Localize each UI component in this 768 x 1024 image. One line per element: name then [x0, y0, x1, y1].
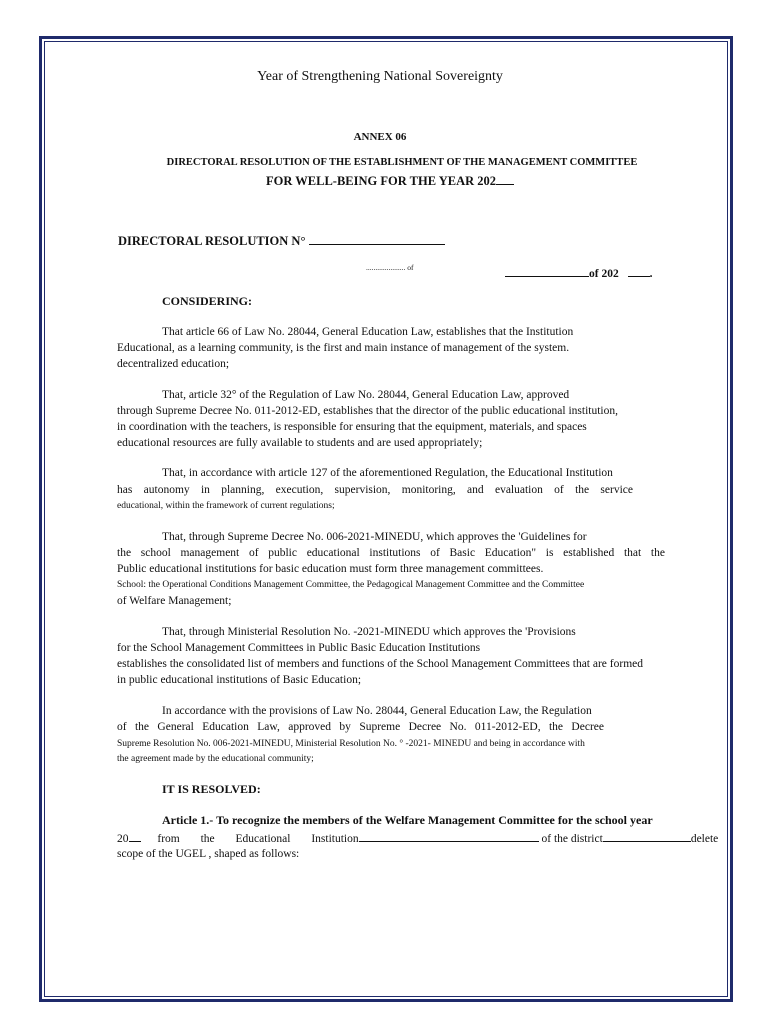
considering-paragraph-3: That, in accordance with article 127 of the aforementioned Regulation, the Educational Institution [162, 467, 613, 479]
considering-paragraph-6-line: Supreme Resolution No. 006-2021-MINEDU, Ministerial Resolution No. ° -2021- MINEDU and being in accordance with [117, 739, 585, 749]
document-title-line2: FOR WELL-BEING FOR THE YEAR 202 [0, 172, 768, 189]
considering-paragraph-2-line: in coordination with the teachers, is responsible for ensuring that the equipment, materials, and spaces [117, 421, 587, 433]
considering-paragraph-5-line: establishes the consolidated list of members and functions of the School Management Committees that are formed [117, 658, 643, 670]
considering-paragraph-4-line: School: the Operational Conditions Management Committee, the Pedagogical Management Committee and the Committee [117, 580, 585, 590]
resolution-date: of 202 . [505, 264, 652, 280]
considering-paragraph-5: That, through Ministerial Resolution No. -2021-MINEDU which approves the 'Provisions [162, 626, 576, 638]
considering-paragraph-3-line: educational, within the framework of current regulations; [117, 501, 335, 511]
considering-paragraph-4: That, through Supreme Decree No. 006-2021-MINEDU, which approves the 'Guidelines for [162, 531, 587, 543]
considering-paragraph-2-line: educational resources are fully available to students and are used appropriately; [117, 437, 483, 449]
considering-paragraph-4-line: the school management of public educational institutions of Basic Education" is established that the [117, 547, 665, 559]
resolution-number-blank[interactable] [309, 232, 445, 245]
considering-paragraph-3-line: has autonomy in planning, execution, supervision, monitoring, and evaluation of the service [117, 484, 633, 496]
considering-paragraph-1-line: Educational, as a learning community, is the first and main instance of management of the system. [117, 342, 570, 354]
school-year-blank[interactable] [129, 829, 141, 842]
considering-paragraph-6: In accordance with the provisions of Law No. 28044, General Education Law, the Regulation [162, 705, 592, 717]
date-day-blank[interactable] [505, 264, 589, 277]
date-year-blank[interactable] [628, 264, 650, 277]
article-1-line3: scope of the UGEL , shaped as follows: [117, 848, 300, 860]
considering-paragraph-5-line: in public educational institutions of Basic Education; [117, 674, 362, 686]
considering-paragraph-4-line: Public educational institutions for basic education must form three management committees. [117, 563, 544, 575]
annex-number: ANNEX 06 [353, 131, 407, 143]
considering-paragraph-5-line: for the School Management Committees in Public Basic Education Institutions [117, 642, 481, 654]
institution-name-blank[interactable] [359, 829, 539, 842]
article-1-title: Article 1.- To recognize the members of the Welfare Management Committee for the school year [162, 813, 653, 827]
considering-paragraph-1-line: decentralized education; [117, 358, 230, 370]
considering-paragraph-1: That article 66 of Law No. 28044, General Education Law, establishes that the Institution [162, 326, 574, 338]
considering-heading: CONSIDERING: [162, 294, 253, 308]
district-blank[interactable] [603, 829, 691, 842]
document-title-line1: DIRECTORAL RESOLUTION OF THE ESTABLISHMENT OF THE MANAGEMENT COMMITTEE [166, 157, 638, 168]
year-motto: Year of Strengthening National Sovereignty [257, 69, 503, 84]
considering-paragraph-2: That, article 32° of the Regulation of Law No. 28044, General Education Law, approved [162, 389, 570, 401]
resolved-heading: IT IS RESOLVED: [162, 782, 261, 796]
resolution-number: DIRECTORAL RESOLUTION N° [118, 232, 445, 249]
article-1-line2: 20 from the Educational Institution of the district delete [117, 829, 718, 847]
resolution-date-dots: ..................... of [366, 263, 414, 272]
considering-paragraph-6-line: of the General Education Law, approved by Supreme Decree No. 011-2012-ED, the Decree [117, 721, 604, 733]
considering-paragraph-6-line: the agreement made by the educational community; [117, 754, 314, 764]
considering-paragraph-2-line: through Supreme Decree No. 011-2012-ED, establishes that the director of the public educational institution, [117, 405, 618, 417]
considering-paragraph-4-line: of Welfare Management; [117, 595, 232, 607]
